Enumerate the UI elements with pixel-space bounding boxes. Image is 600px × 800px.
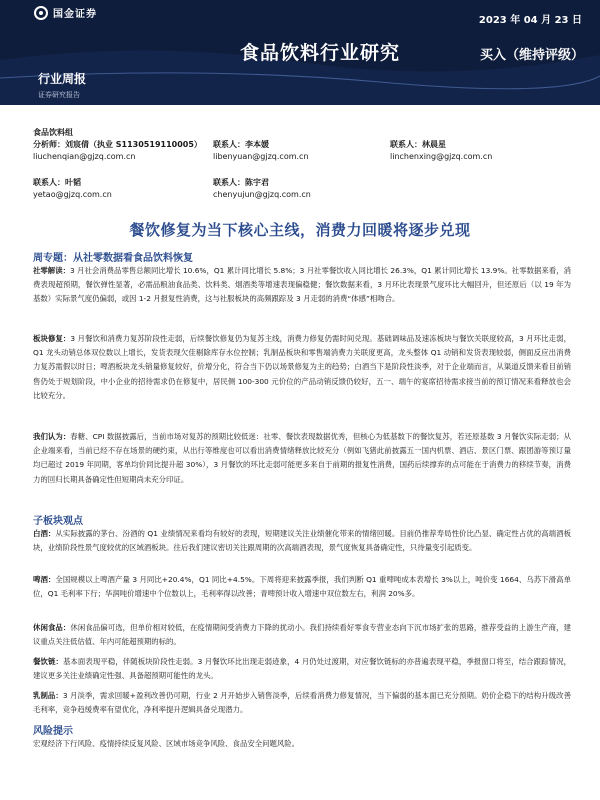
paragraph-label: 板块修复：: [33, 334, 71, 343]
analyst-5: [213, 177, 311, 201]
logo-mark-icon: [34, 6, 48, 20]
analyst-email[interactable]: libenyuan@gjzq.com.cn: [213, 152, 309, 161]
paragraph-text: 3 月社会消费品零售总额同比增长 10.6%，Q1 累计同比增长 5.8%；3 月社零餐饮收入同比增长 26.3%，Q1 累计同比增长 13.9%。社零数据来看，消费表现超预期，餐饮弹性显著，必需品粮油食品类、饮料类、烟酒类等增速表现偏稳健；餐饮数据来看，3 月环比表现景气度环比大幅回升，但还原后（以 19 年为基数）实际景气度仍偏弱，或因 1-2 月报复性消费，这与社服板块的高频跟踪及 3 月走弱的消费“体感”相吻合。: [33, 266, 571, 304]
analyst-name: 联系人：叶韬: [33, 178, 81, 187]
paragraph-label: 我们认为：: [33, 432, 71, 441]
analyst-email[interactable]: linchenxing@gjzq.com.cn: [390, 152, 493, 161]
paragraph-text: 春糖、CPI 数据披露后，当前市场对复苏的预期比较低迷：社零、餐饮表现数据优秀，但核心为低基数下的餐饮复苏，若还原基数 3 月餐饮实际走弱；从企业端来看，当前已经不存在场景的硬约束，从出行等维度也可以看出消费情绪释放比较充分（例如飞猪此前披露五一国内机票、酒店、景区门票、跟团游等预订量均已超过 2019 年同期，客单均价同比提升超 30%），3 月餐饮的环比走弱可能更多来自于前期的报复性消费，国药后续撑弃的点可能在于消费力的移续节奏，消费力的回归长期具备确定性但短期尚未充分印证。: [33, 432, 571, 484]
paragraph-baijiu: [33, 527, 571, 555]
paragraph-risk: [33, 737, 571, 751]
section-title-subsectors: 子板块观点: [33, 516, 83, 527]
paragraph-label: 乳制品：: [33, 691, 63, 700]
analyst-name: 联系人：林晨星: [390, 140, 446, 149]
paragraph-sector-recovery: [33, 332, 571, 403]
paragraph-catering-chain: [33, 655, 571, 683]
paragraph-text: 从实际披露的茅台、汾酒的 Q1 业绩情况来看均有较好的表现，短期建议关注业绩催化带来的情绪回暖。目前仍推荐寿局性价比凸显、确定性占优的高端酒板块，业绩阶段性景气度较优的区域酒板块。往后我们建议密切关注跟周期的次高端酒表现，景气度恢复具备确定性，只待量变引起质变。: [33, 529, 571, 553]
paragraph-label: 休闲食品：: [33, 623, 71, 632]
analyst-email[interactable]: yetao@gjzq.com.cn: [33, 190, 112, 199]
rating: 买入（维持评级）: [480, 48, 585, 63]
analyst-4: [33, 177, 112, 201]
logo-text: 国金证券: [53, 9, 97, 20]
report-title: 食品饮料行业研究: [240, 42, 401, 64]
paragraph-label: 白酒：: [33, 529, 56, 538]
paragraph-text: 休闲食品偏可选，但单价相对较低，在疫情期间受消费力下降的扰动小。我们持续看好零食专营业态向下沉市场扩张的思路，推荐受益的上游生产商，建议重点关注低估值、年内可能超预期的标的。: [33, 623, 571, 647]
paragraph-text: 3 月淡季，需求回暖+盈利改善仍可期，行业 2 月开始步入销售淡季，后续看消费力修复情况，当下偏弱的基本面已充分预期。奶价企稳下的结构升级改善毛利率，竞争趋缓费率有望优化，净利率提升逻辑具备兑现潜力。: [33, 691, 571, 715]
report-headline: 餐饮修复为当下核心主线，消费力回暖将逐步兑现: [129, 221, 471, 239]
analyst-group: 食品饮料组: [33, 128, 73, 137]
analyst-3: [390, 139, 492, 163]
paragraph-snacks: [33, 621, 571, 649]
paragraph-text: 3 月餐饮和消费力复苏阶段性走弱，后续餐饮修复仍为复苏主线，消费力修复仍需时间兑现。基础调味品及速冻板块与餐饮关联度较高，3 月环比走弱，Q1 龙头动销总体双位数以上增长，发货表现欠佳剔除库存水位控制；乳制品板块和零售端消费力关联度更高，龙头整体 Q1 动销和发货表现较弱，侧面反应出消费力复苏需假以时日；啤酒板块龙头销量修复较好，价增分化，符合当下仍以场景修复为主的趋势；白酒当下是阶段性淡季，对于企业端而言，从渠道反馈来看目前销售仍处于规划阶段，中小企业的招待需求仍在修复中，居民侧 100-300 元价位的产品动销反馈仍较好，五一、端午的宴席招待需求接当前的预订情况来看释放也会比较充分。: [33, 334, 571, 400]
analyst-email[interactable]: liuchenqian@gjzq.com.cn: [33, 152, 136, 161]
paragraph-label: 社零解读：: [33, 266, 70, 275]
paragraph-text: 宏观经济下行风险、疫情持续反复风险、区域市场竞争风险、食品安全问题风险。: [33, 739, 300, 748]
company-logo: [34, 5, 97, 20]
paragraph-retail-sales: [33, 264, 571, 307]
analyst-2: [213, 139, 309, 163]
analyst-1: [33, 139, 202, 163]
paragraph-text: 基本面表现平稳，伴随板块阶段性走弱。3 月餐饮环比出现走弱迹象，4 月仍处过渡期，对应餐饮链标的亦普遍表现平稳，季报窗口将至，结合跟踪情况，建议更多关注业绩确定性强、具备超预期可能性的龙头。: [33, 657, 571, 681]
report-header: [0, 0, 600, 105]
paragraph-dairy: [33, 689, 571, 717]
report-subtitle: 证券研究报告: [38, 91, 80, 99]
section-title-risk: 风险提示: [33, 726, 73, 737]
paragraph-text: 全国规模以上啤酒产量 3 月同比+20.4%，Q1 同比+4.5%。下周将迎来披露季报，我们判断 Q1 重啤吨成本表增长 3%以上，吨价变 1664、乌苏下滑高单位，Q1 毛利率下行；华润吨价增速中个位数以上，毛利率得以改善；青啤预计收入增速中双位数左右，利润 20%多。: [33, 575, 571, 599]
analyst-name: 分析师：刘宸倩（执业 S1130519110005）: [33, 140, 202, 149]
report-type: 行业周报: [38, 72, 87, 86]
analyst-email[interactable]: chenyujun@gjzq.com.cn: [213, 190, 311, 199]
report-date: 2023 年 04 月 23 日: [478, 15, 582, 26]
analyst-name: 联系人：陈宇君: [213, 178, 269, 187]
paragraph-our-view: [33, 430, 571, 487]
section-title-topic: 周专题：从社零数据看食品饮料恢复: [33, 253, 193, 264]
analyst-name: 联系人：李本媛: [213, 140, 269, 149]
paragraph-label: 餐饮链：: [33, 657, 63, 666]
paragraph-label: 啤酒：: [33, 575, 56, 584]
paragraph-beer: [33, 573, 571, 601]
